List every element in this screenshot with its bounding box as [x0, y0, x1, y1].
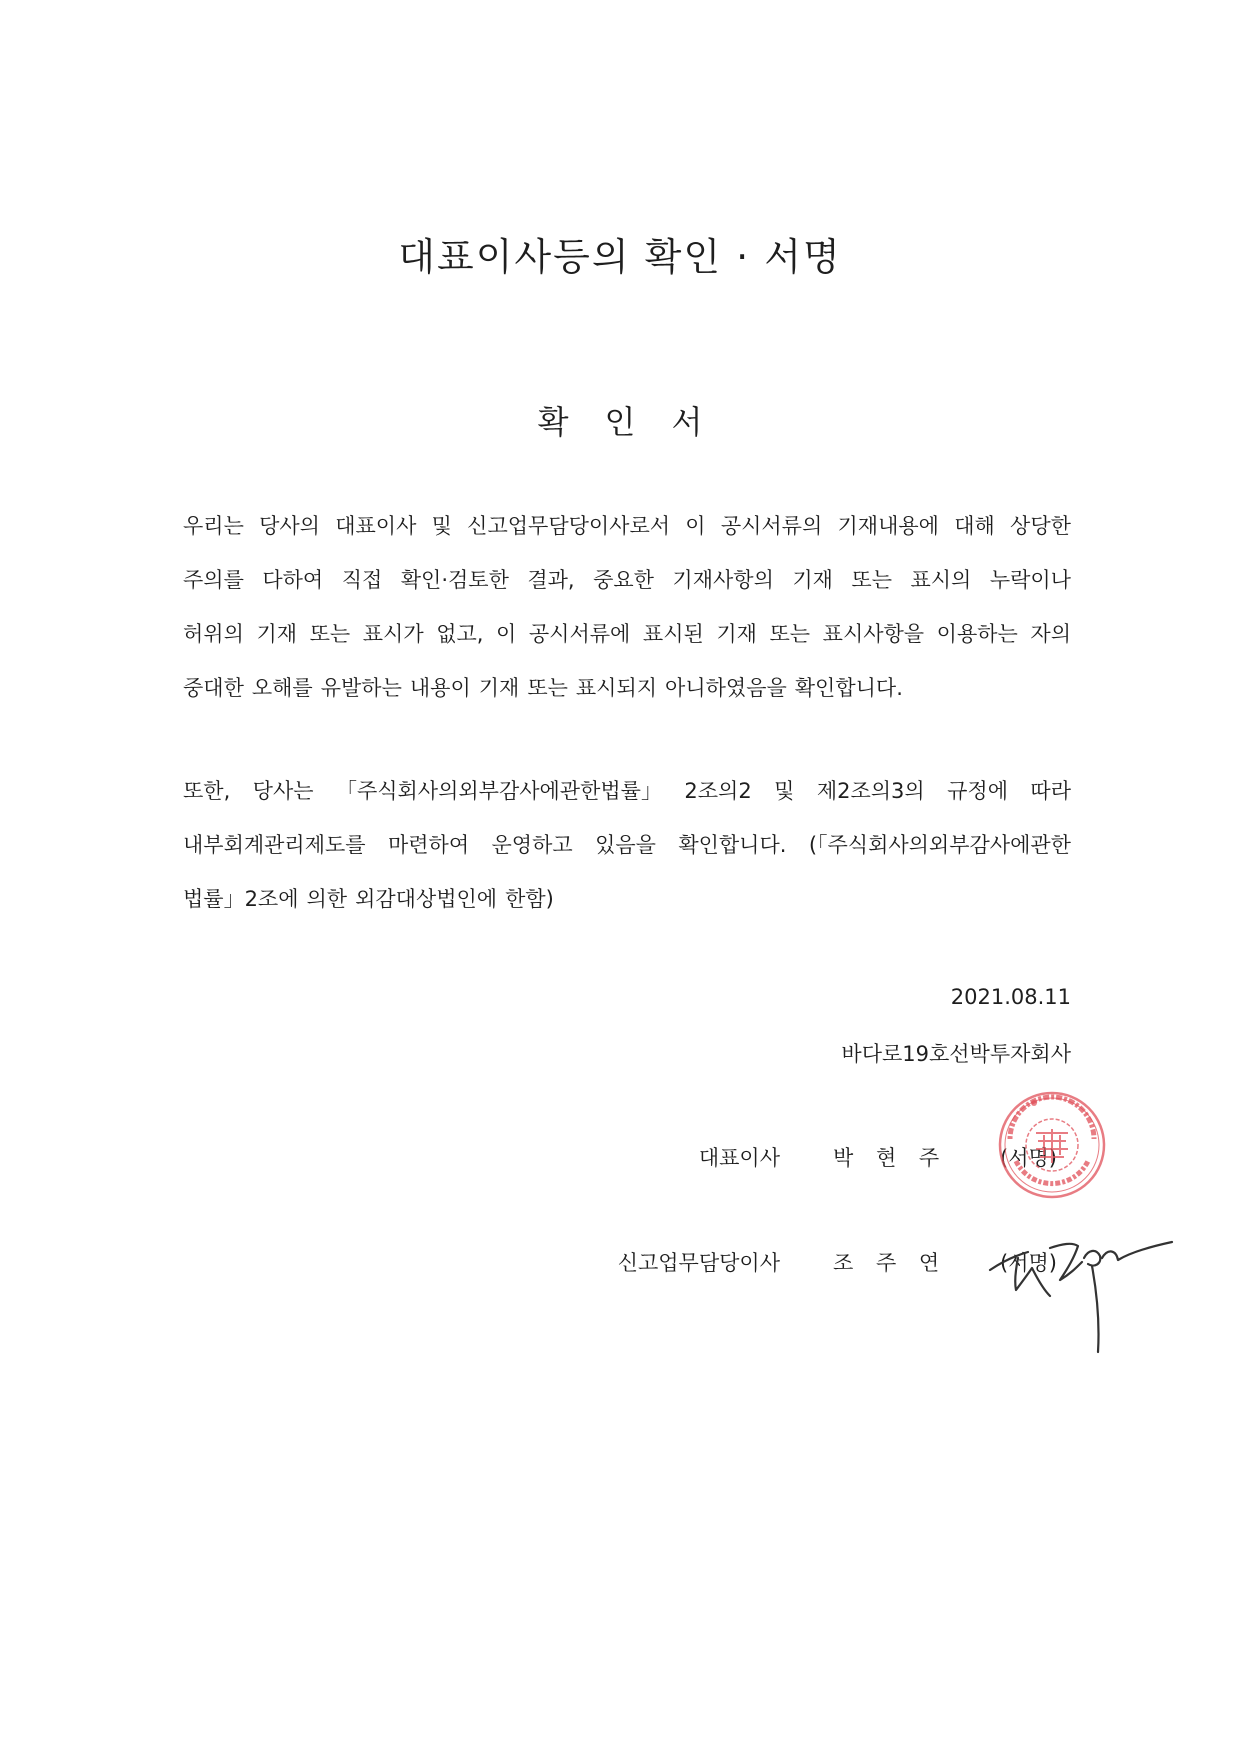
word: 기재 [256, 622, 298, 646]
signatory-role: 대표이사 [698, 1146, 780, 1170]
word: 중요한 [593, 568, 654, 592]
word: 허위의 [183, 622, 244, 646]
sign-label: (서명) [1000, 1146, 1057, 1170]
word: 대해 [954, 514, 995, 538]
word: 운영하고 [491, 833, 573, 857]
word: 있음을 [595, 833, 656, 857]
word: 또는 [309, 622, 351, 646]
word: 상당한 [1010, 514, 1071, 538]
word: 규정에 [947, 779, 1008, 803]
word: 표시사항을 [822, 622, 925, 646]
confirmation-paragraph [183, 499, 1071, 715]
word: 당사는 [252, 779, 314, 803]
word: 없고, [436, 622, 484, 646]
word: 확인·검토한 [400, 568, 509, 592]
word: 기재 [478, 676, 520, 700]
word: 또는 [769, 622, 811, 646]
word: 또한, [183, 779, 231, 803]
word: 자의 [1030, 622, 1071, 646]
word: 유발하는 [320, 676, 402, 700]
word: 주의를 [183, 568, 244, 592]
word: 오해를 [251, 676, 313, 700]
word: 신고업무담당이사로서 [467, 514, 671, 538]
internal-control-paragraph [183, 764, 1071, 926]
word: 2조의2 [684, 779, 752, 803]
word: 표시가 [362, 622, 424, 646]
word: 아니하였음을 [665, 676, 787, 700]
word: 내부회계관리제도를 [183, 833, 366, 857]
document-subtitle [0, 397, 1240, 443]
word: 결과, [527, 568, 575, 592]
word: 공시서류에 [528, 622, 631, 646]
word: 확인합니다. [678, 833, 787, 857]
word: 법률」2조에 [183, 887, 299, 911]
text-line [183, 661, 1071, 715]
word: 기재사항의 [672, 568, 774, 592]
company-seal-stamp-icon [996, 1089, 1108, 1201]
word: 「주식회사의외부감사에관한법률」 [335, 779, 662, 803]
sign-label: (서명) [1000, 1251, 1057, 1275]
subtitle-char: 확 [537, 403, 569, 441]
text-line [183, 607, 1071, 661]
word: 이 [496, 622, 517, 646]
word: 표시된 [642, 622, 704, 646]
word: 기재내용에 [837, 514, 939, 538]
word: 직접 [341, 568, 383, 592]
signatory-name: 조 주 연 [833, 1251, 948, 1275]
word: 공시서류의 [720, 514, 823, 538]
word: 당사의 [259, 514, 320, 538]
word: 이 [685, 514, 706, 538]
word: 표시의 [910, 568, 972, 592]
text-line [183, 818, 1071, 872]
word: 이용하는 [936, 622, 1018, 646]
document-title: 대표이사등의 확인 · 서명 [398, 235, 842, 279]
word: 및 [431, 514, 452, 538]
text-line [183, 553, 1071, 607]
word: 우리는 [183, 514, 244, 538]
word: 누락이나 [989, 568, 1071, 592]
text-line [183, 764, 1071, 818]
word: 의한 [306, 887, 348, 911]
handwritten-signature-icon [988, 1228, 1178, 1358]
text-line [183, 872, 1071, 926]
word: 한함) [505, 887, 554, 911]
word: 따라 [1030, 779, 1071, 803]
word: 기재 [792, 568, 833, 592]
subtitle-char: 서 [671, 403, 703, 441]
word: 표시되지 [575, 676, 658, 700]
word: 및 [774, 779, 795, 803]
subtitle-char: 인 [604, 403, 636, 441]
word: 기재 [716, 622, 757, 646]
document-date: 2021.08.11 [950, 985, 1071, 1009]
signatory-role: 신고업무담당이사 [617, 1251, 780, 1275]
word: 제2조의3의 [816, 779, 925, 803]
text-line [183, 499, 1071, 553]
word: 외감대상법인에 [355, 887, 498, 911]
company-name: 바다로19호선박투자회사 [841, 1042, 1071, 1066]
word: 중대한 [183, 676, 244, 700]
word: 대표이사 [335, 514, 417, 538]
word: 마련하여 [387, 833, 470, 857]
word: 확인합니다. [794, 676, 903, 700]
word: 다하여 [262, 568, 324, 592]
signatory-name: 박 현 주 [833, 1146, 948, 1170]
word: 내용이 [409, 676, 471, 700]
word: 또는 [851, 568, 892, 592]
word: 또는 [527, 676, 568, 700]
word: (「주식회사의외부감사에관한 [808, 833, 1071, 857]
